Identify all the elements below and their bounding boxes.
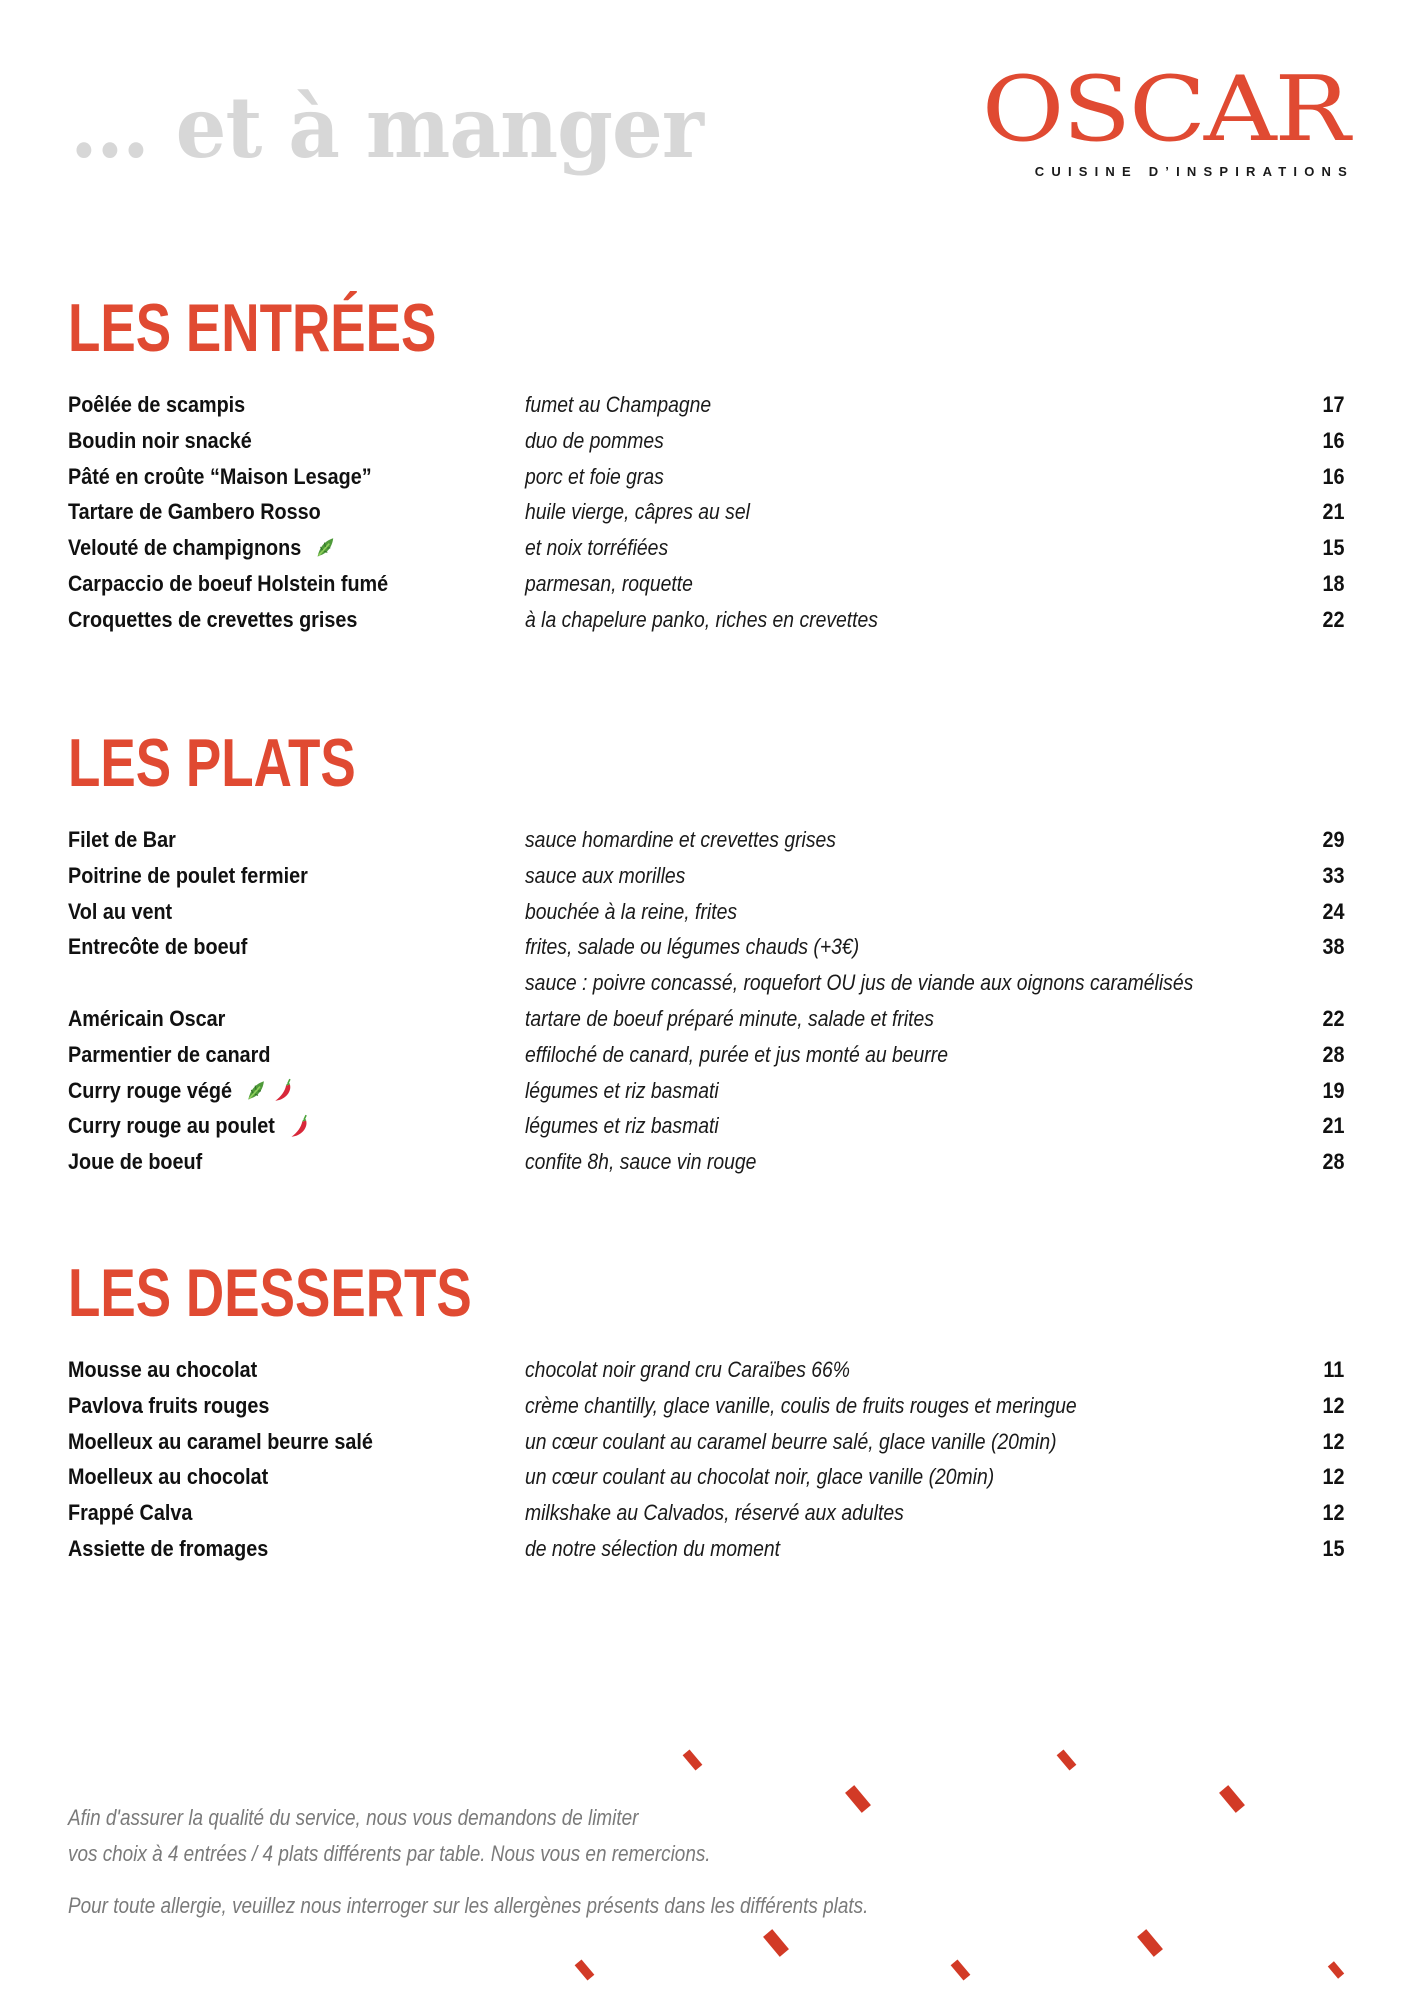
confetti-decoration [763, 1929, 789, 1957]
dish-description: parmesan, roquette [525, 570, 693, 596]
logo-wordmark: OSCAR [981, 57, 1348, 162]
dish-tags [245, 1074, 299, 1110]
confetti-decoration [1057, 1749, 1077, 1770]
menu-item [68, 423, 1344, 459]
dish-name-text: Curry rouge végé [68, 1077, 232, 1103]
confetti-decoration [575, 1959, 595, 1980]
menu-item [68, 822, 1344, 858]
dish-description: effiloché de canard, purée et jus monté au beurre [525, 1041, 948, 1067]
section-title: LES DESSERTS [68, 1255, 472, 1331]
dish-name [68, 1144, 202, 1180]
section-plats [68, 725, 1344, 1180]
confetti-decoration [1328, 1961, 1344, 1978]
dish-description: confite 8h, sauce vin rouge [525, 1149, 757, 1175]
dish-description: duo de pommes [525, 427, 664, 453]
dish-name-text: Carpaccio de boeuf Holstein fumé [68, 570, 389, 596]
dish-description: et noix torréfiées [525, 535, 669, 561]
dish-price: 12 [1321, 1392, 1344, 1418]
menu-item [68, 1073, 1344, 1109]
dish-name [68, 858, 308, 894]
menu-item [68, 530, 1344, 566]
dish-name [68, 1037, 270, 1073]
dish-price: 15 [1321, 535, 1344, 561]
dish-price: 28 [1321, 1149, 1344, 1175]
dish-name-text: Filet de Bar [68, 827, 176, 852]
dish-name [68, 459, 372, 495]
dish-name-text: Boudin noir snacké [68, 427, 252, 453]
dish-price: 21 [1321, 499, 1344, 525]
section-entrees [68, 290, 1344, 638]
dish-name-text: Moelleux au chocolat [68, 1464, 269, 1490]
dish-name [68, 387, 245, 423]
dish-name-text: Tartare de Gambero Rosso [68, 499, 321, 525]
dish-description: légumes et riz basmati [525, 1077, 719, 1103]
dish-description: fumet au Champagne [525, 392, 712, 417]
dish-name [68, 602, 357, 638]
dish-price: 33 [1321, 862, 1344, 888]
dish-name [68, 1531, 268, 1567]
menu-item [68, 1144, 1344, 1180]
section-title: LES PLATS [68, 725, 356, 801]
section-title: LES ENTRÉES [68, 290, 437, 366]
dish-name [68, 1073, 299, 1110]
dish-description: chocolat noir grand cru Caraïbes 66% [525, 1357, 851, 1382]
dish-price: 22 [1321, 1005, 1344, 1031]
menu-item [68, 1352, 1344, 1388]
menu-list [68, 822, 1344, 1180]
dish-name-text: Frappé Calva [68, 1500, 193, 1526]
dish-name-text: Curry rouge au poulet [68, 1113, 275, 1139]
page-title: … et à manger [70, 78, 703, 177]
dish-description: sauce : poivre concassé, roquefort OU jus de viande aux oignons caramélisés [525, 970, 1194, 996]
dish-price: 16 [1321, 463, 1344, 489]
dish-name-text: Croquettes de crevettes grises [68, 606, 358, 632]
dish-name-text: Velouté de champignons [68, 535, 302, 561]
dish-name [68, 1495, 192, 1531]
menu-item [68, 387, 1344, 423]
dish-name [68, 1459, 268, 1495]
dish-price: 11 [1323, 1357, 1344, 1382]
dish-name-text: Poitrine de poulet fermier [68, 862, 308, 888]
dish-name-text: Entrecôte de boeuf [68, 934, 248, 960]
dish-name [68, 1388, 269, 1424]
service-notice-line: Afin d'assurer la qualité du service, nous vous demandons de limiter [68, 1805, 639, 1830]
dish-price: 22 [1321, 606, 1344, 632]
dish-price: 38 [1321, 934, 1344, 960]
dish-description: un cœur coulant au caramel beurre salé, glace vanille (20min) [525, 1428, 1057, 1454]
dish-name [68, 1352, 257, 1388]
dish-price: 19 [1321, 1077, 1344, 1103]
menu-item [68, 1001, 1344, 1037]
dish-name [68, 530, 341, 567]
chili-pepper-icon [287, 1114, 310, 1140]
logo-tagline: CUISINE D’INSPIRATIONS [1034, 164, 1354, 179]
dish-description: sauce homardine et crevettes grises [525, 827, 836, 852]
dish-price: 21 [1321, 1113, 1344, 1139]
confetti-decoration [951, 1959, 971, 1980]
dish-description: frites, salade ou légumes chauds (+3€) [525, 934, 860, 960]
dish-name [68, 566, 388, 602]
dish-name-text: Américain Oscar [68, 1005, 226, 1031]
menu-item [68, 1495, 1344, 1531]
confetti-decoration [1137, 1929, 1163, 1957]
section-desserts [68, 1255, 1344, 1567]
menu-item [68, 1037, 1344, 1073]
dish-name [68, 1108, 314, 1145]
dish-price: 28 [1321, 1041, 1344, 1067]
dish-description: huile vierge, câpres au sel [525, 499, 750, 525]
menu-item [68, 602, 1344, 638]
dish-description: tartare de boeuf préparé minute, salade et frites [525, 1005, 934, 1031]
dish-name-text: Pavlova fruits rouges [68, 1392, 270, 1418]
dish-name [68, 894, 172, 930]
dish-price: 15 [1321, 1535, 1344, 1561]
menu-item [68, 894, 1344, 930]
oscar-logo [981, 57, 1354, 179]
dish-description: crème chantilly, glace vanille, coulis de fruits rouges et meringue [525, 1392, 1077, 1418]
confetti-decoration [683, 1749, 703, 1770]
menu-item [68, 858, 1344, 894]
dish-tags [314, 531, 341, 567]
dish-description: sauce aux morilles [525, 862, 686, 888]
service-notice-line: vos choix à 4 entrées / 4 plats différents par table. Nous vous en remercions. [68, 1841, 711, 1866]
dish-name [68, 929, 247, 965]
dish-description: milkshake au Calvados, réservé aux adultes [525, 1500, 904, 1526]
menu-item [68, 1108, 1344, 1144]
menu-item [68, 494, 1344, 530]
dish-price: 12 [1321, 1500, 1344, 1526]
chili-pepper-icon [272, 1078, 295, 1104]
menu-item [68, 1459, 1344, 1495]
allergy-notice: Pour toute allergie, veuillez nous interroger sur les allergènes présents dans les différents plats. [68, 1893, 869, 1918]
dish-description: un cœur coulant au chocolat noir, glace vanille (20min) [525, 1464, 995, 1490]
menu-item [68, 1531, 1344, 1567]
dish-name-text: Mousse au chocolat [68, 1357, 258, 1382]
menu-list [68, 1352, 1344, 1567]
menu-item [68, 1424, 1344, 1460]
dish-description: légumes et riz basmati [525, 1113, 719, 1139]
dish-description: bouchée à la reine, frites [525, 898, 738, 924]
dish-price: 18 [1321, 570, 1344, 596]
dish-price: 24 [1321, 898, 1344, 924]
leaf-icon [314, 535, 337, 561]
dish-name-text: Parmentier de canard [68, 1041, 271, 1067]
dish-price: 29 [1321, 827, 1344, 852]
menu-item [68, 929, 1344, 965]
leaf-icon [245, 1078, 268, 1104]
dish-name-text: Assiette de fromages [68, 1535, 269, 1561]
confetti-decoration [1219, 1785, 1245, 1813]
menu-item [68, 459, 1344, 495]
dish-name-text: Pâté en croûte “Maison Lesage” [68, 463, 372, 489]
dish-name [68, 1001, 225, 1037]
dish-tags [287, 1110, 314, 1146]
dish-description: porc et foie gras [525, 463, 664, 489]
dish-name [68, 423, 252, 459]
dish-name [68, 822, 176, 858]
dish-name-text: Vol au vent [68, 898, 173, 924]
dish-name-text: Poêlée de scampis [68, 392, 246, 417]
dish-description: de notre sélection du moment [525, 1535, 781, 1561]
dish-name [68, 494, 321, 530]
dish-price: 12 [1321, 1464, 1344, 1490]
dish-name-text: Joue de boeuf [68, 1149, 203, 1175]
dish-name-text: Moelleux au caramel beurre salé [68, 1428, 373, 1454]
menu-item [68, 566, 1344, 602]
footer-notes [68, 1800, 999, 1924]
dish-price: 12 [1321, 1428, 1344, 1454]
menu-list [68, 387, 1344, 638]
dish-description: à la chapelure panko, riches en crevettes [525, 606, 878, 632]
dish-price: 17 [1321, 392, 1344, 417]
dish-price: 16 [1321, 427, 1344, 453]
dish-name [68, 1424, 373, 1460]
menu-item [68, 965, 1344, 1001]
menu-item [68, 1388, 1344, 1424]
